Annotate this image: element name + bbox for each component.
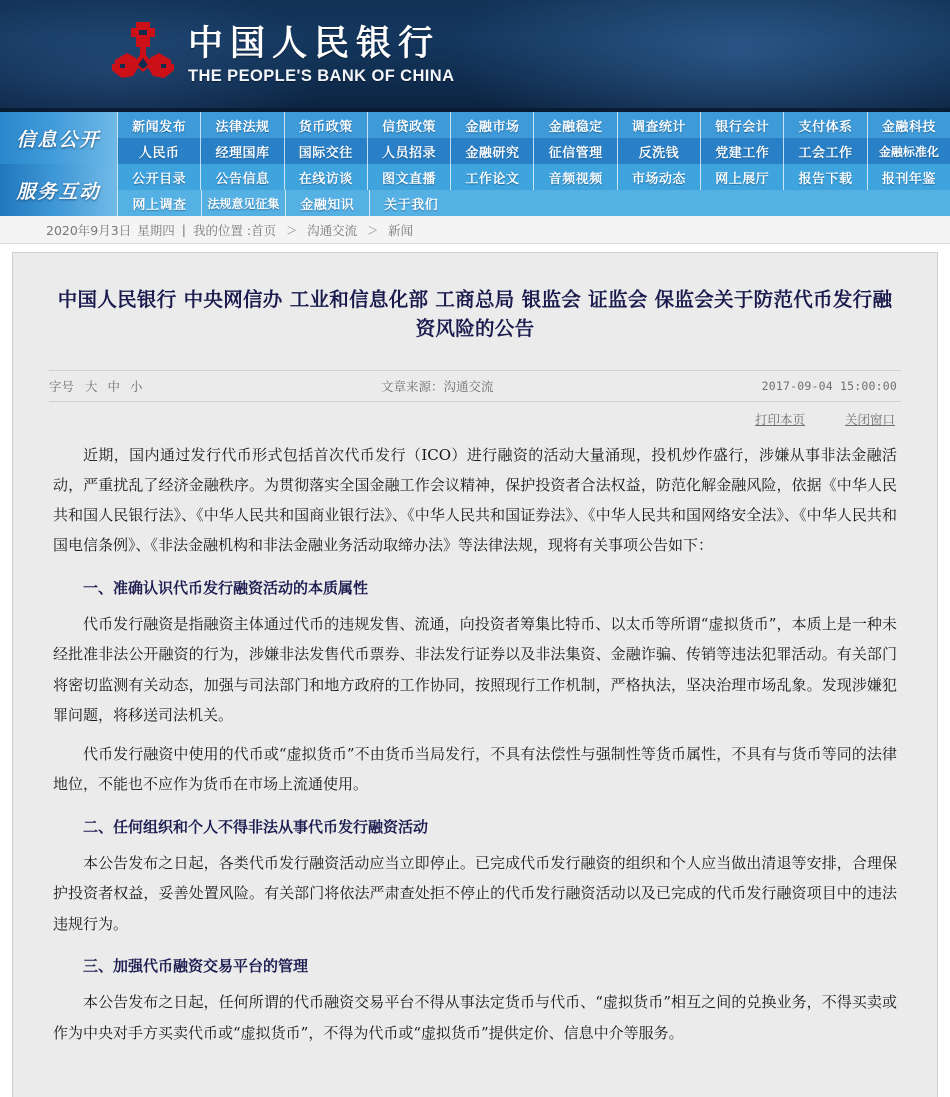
section-heading: 一、准确认识代币发行融资活动的本质属性: [83, 578, 369, 597]
nav-item-international-exchange[interactable]: 国际交往: [284, 138, 367, 164]
section-heading: 二、任何组织和个人不得非法从事代币发行融资活动: [83, 817, 429, 836]
brand-text: [188, 20, 454, 86]
breadcrumb-location-label: 我的位置 :: [192, 222, 252, 238]
page-title: 中国人民银行 中央网信办 工业和信息化部 工商总局 银监会 证监会 保监会关于防范代币发行融资风险的公告: [57, 288, 893, 341]
nav-cell-empty: [784, 190, 867, 216]
nav-item-monetary-policy[interactable]: 货币政策: [284, 112, 367, 138]
breadcrumb-link-level2[interactable]: 新闻: [388, 222, 414, 238]
nav-group-information-disclosure: [0, 112, 950, 164]
nav-item-regulation-feedback[interactable]: 法规意见征集: [201, 190, 285, 216]
breadcrumb-date: 2020年9月3日: [46, 222, 132, 238]
nav-group-service-interaction: [0, 164, 950, 216]
nav-item-audio-video[interactable]: 音频视频: [533, 164, 616, 190]
nav-item-rmb[interactable]: 人民币: [117, 138, 200, 164]
nav-item-payment-system[interactable]: 支付体系: [783, 112, 866, 138]
font-size-medium-button[interactable]: 中: [107, 378, 121, 394]
nav-item-financial-market[interactable]: 金融市场: [450, 112, 533, 138]
nav-item-live-stream[interactable]: 图文直播: [367, 164, 450, 190]
nav-item-union-work[interactable]: 工会工作: [783, 138, 866, 164]
pboc-emblem-icon: [112, 20, 174, 94]
font-size-control: [49, 377, 148, 395]
nav-row: [117, 112, 950, 138]
nav-item-market-news[interactable]: 市场动态: [617, 164, 700, 190]
nav-row: [117, 138, 950, 164]
nav-group-rows: [117, 112, 950, 164]
breadcrumb-separator: |: [181, 222, 186, 237]
nav-item-announcements[interactable]: 公告信息: [200, 164, 283, 190]
nav-group-rows: [117, 164, 950, 216]
article-panel: [12, 252, 938, 1097]
nav-cell-empty: [536, 190, 619, 216]
nav-item-periodicals-yearbook[interactable]: 报刊年鉴: [867, 164, 950, 190]
nav-item-bank-accounting[interactable]: 银行会计: [700, 112, 783, 138]
nav-item-credit-policy[interactable]: 信贷政策: [367, 112, 450, 138]
article-meta-bar: [49, 370, 901, 402]
nav-item-credit-reference[interactable]: 征信管理: [533, 138, 616, 164]
breadcrumb: [46, 221, 413, 239]
nav-item-recruitment[interactable]: 人员招录: [367, 138, 450, 164]
article-tools: [49, 402, 901, 436]
nav-item-laws-regulations[interactable]: 法律法规: [200, 112, 283, 138]
body-paragraph: 本公告发布之日起，任何所谓的代币融资交易平台不得从事法定货币与代币、“虚拟货币”相互之间的兑换业务，不得买卖或作为中央对手方买卖代币或“虚拟货币”，不得为代币或“虚拟货币”提供定价、信息中介等服务。: [53, 993, 897, 1042]
nav-item-financial-standardization[interactable]: 金融标准化: [867, 138, 950, 164]
body-paragraph: 代币发行融资中使用的代币或“虚拟货币”不由货币当局发行，不具有法偿性与强制性等货币属性，不具有与货币等同的法律地位，不能也不应作为货币在市场上流通使用。: [53, 745, 897, 794]
nav-item-survey-statistics[interactable]: 调查统计: [617, 112, 700, 138]
nav-group-label-service-interaction[interactable]: 服务互动: [0, 164, 117, 216]
nav-item-party-building[interactable]: 党建工作: [700, 138, 783, 164]
nav-item-report-download[interactable]: 报告下载: [783, 164, 866, 190]
close-window-link[interactable]: 关闭窗口: [844, 411, 895, 427]
section-heading: 三、加强代币融资交易平台的管理: [83, 956, 309, 975]
print-page-link[interactable]: 打印本页: [754, 411, 805, 427]
nav-item-anti-money-laundering[interactable]: 反洗钱: [617, 138, 700, 164]
nav-cell-empty: [618, 190, 701, 216]
nav-cell-empty: [453, 190, 536, 216]
article-datetime: 2017-09-04 15:00:00: [761, 378, 897, 393]
article-body: [49, 436, 901, 1097]
font-size-label: 字号: [49, 378, 75, 394]
nav-item-financial-knowledge[interactable]: 金融知识: [285, 190, 369, 216]
body-paragraph: 代币发行融资是指融资主体通过代币的违规发售、流通，向投资者筹集比特币、以太币等所谓“虚拟货币”，本质上是一种未经批准非法公开融资的行为，涉嫌非法发售代币票券、非法发行证券以及非法集资、金融诈骗、传销等违法犯罪活动。有关部门将密切监测有关动态，加强与司法部门和地方政府的工作协同，按照现行工作机制，严格执法，坚决治理市场乱象。发现涉嫌犯罪问题，将移送司法机关。: [53, 614, 897, 724]
brand-name-cn: 中国人民银行: [188, 23, 441, 64]
breadcrumb-bar: [0, 216, 950, 244]
font-size-small-button[interactable]: 小: [130, 378, 143, 394]
nav-item-financial-stability[interactable]: 金融稳定: [533, 112, 616, 138]
nav-item-public-catalog[interactable]: 公开目录: [117, 164, 200, 190]
main-navigation: [0, 112, 950, 216]
nav-row: [117, 190, 950, 216]
nav-item-fintech[interactable]: 金融科技: [867, 112, 950, 138]
nav-cell-empty: [701, 190, 784, 216]
nav-row: [117, 164, 950, 190]
nav-item-online-exhibition[interactable]: 网上展厅: [700, 164, 783, 190]
site-header-banner: [0, 0, 950, 112]
article-source-label: 文章来源：: [381, 378, 444, 394]
brand-name-en: THE PEOPLE'S BANK OF CHINA: [188, 67, 455, 86]
breadcrumb-link-level1[interactable]: 沟通交流: [307, 222, 358, 238]
nav-item-financial-research[interactable]: 金融研究: [450, 138, 533, 164]
brand-block[interactable]: [112, 20, 454, 94]
body-paragraph: 近期，国内通过发行代币形式包括首次代币发行（ICO）进行融资的活动大量涌现，投机炒作盛行，涉嫌从事非法金融活动，严重扰乱了经济金融秩序。为贯彻落实全国金融工作会议精神，保护投资者合法权益，防范化解金融风险，依据《中华人民共和国人民银行法》、《中华人民共和国商业银行法》、《中华人民共和国证券法》、《中华人民共和国网络安全法》、《中华人民共和国电信条例》、《非法金融机构和非法金融业务活动取缔办法》等法律法规，现将有关事项公告如下：: [53, 445, 897, 555]
article-source-value: 沟通交流: [443, 378, 494, 394]
body-paragraph: 本公告发布之日起，各类代币发行融资活动应当立即停止。已完成代币发行融资的组织和个人应当做出清退等安排，合理保护投资者权益，妥善处置风险。有关部门将依法严肃查处拒不停止的代币发行融资活动以及已完成的代币发行融资项目中的违法违规行为。: [53, 854, 897, 933]
nav-item-online-survey[interactable]: 网上调查: [117, 190, 201, 216]
chevron-right-icon: ＞: [367, 223, 379, 237]
nav-item-about-us[interactable]: 关于我们: [369, 190, 453, 216]
article-source: [381, 377, 494, 395]
page-content-wrapper: [0, 244, 950, 1097]
nav-item-news-release[interactable]: 新闻发布: [117, 112, 200, 138]
nav-group-label-information-disclosure[interactable]: 信息公开: [0, 112, 117, 164]
nav-item-working-papers[interactable]: 工作论文: [450, 164, 533, 190]
font-size-large-button[interactable]: 大: [85, 378, 98, 394]
nav-item-treasury-management[interactable]: 经理国库: [200, 138, 283, 164]
chevron-right-icon: ＞: [286, 223, 298, 237]
breadcrumb-weekday: 星期四: [137, 222, 175, 238]
nav-item-online-interview[interactable]: 在线访谈: [284, 164, 367, 190]
breadcrumb-link-home[interactable]: 首页: [251, 222, 277, 238]
nav-cell-empty: [867, 190, 950, 216]
